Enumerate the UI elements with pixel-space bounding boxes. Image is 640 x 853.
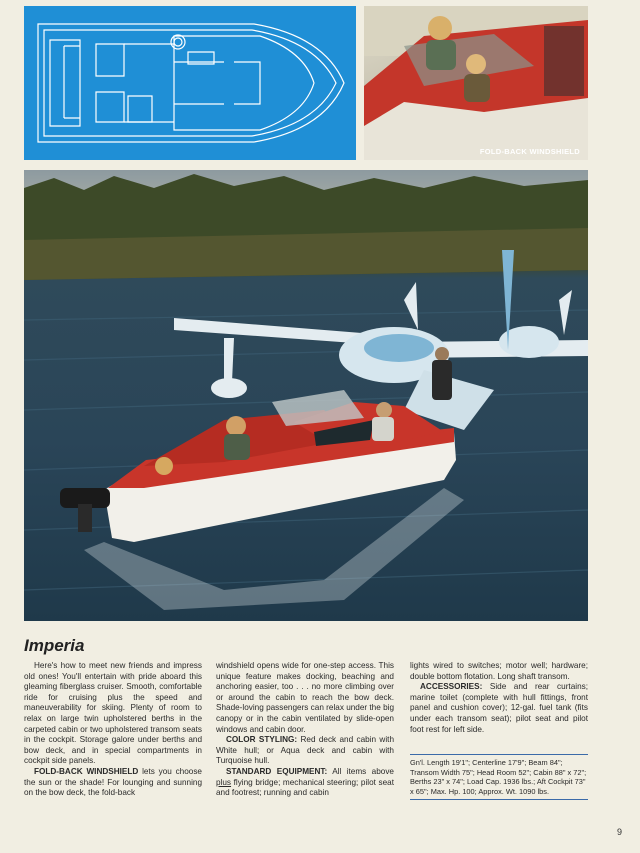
fold-back-paragraph xyxy=(24,767,202,799)
main-boat-photo xyxy=(24,170,588,621)
inset-photo-scene xyxy=(364,6,588,160)
color-styling-paragraph xyxy=(216,735,394,767)
standard-equipment-paragraph xyxy=(216,767,394,799)
fold-back-text: lets you choose the sun or the shade! For lounging and sunning on the bow deck, the fold-back xyxy=(24,766,202,798)
intro-paragraph: Here's how to meet new friends and impress old ones! You'll entertain with pride aboard this gleaming fiberglass cruiser. Smooth, comfortable ride for cruising plus the speed and maneuverability for skiing. Plenty of room to relax on large twin upholstered berths in the carpeted cabin or two upholstered transom seats in the cockpit. Storage galore under berths and bow deck, and in special compartments in cockpit side panels. xyxy=(24,661,202,766)
fold-back-heading: FOLD-BACK WINDSHIELD xyxy=(34,766,139,776)
accessories-heading: ACCESSORIES: xyxy=(420,682,483,692)
inset-caption: FOLD-BACK WINDSHIELD xyxy=(479,147,580,156)
color-styling-heading: COLOR STYLING: xyxy=(226,735,298,745)
windshield-continued-paragraph: windshield opens wide for one-step access. This unique feature makes docking, beaching and anchoring easier, too . . . no more climbing over or around the cabin to reach the bow deck. Shade-loving passengers can relax under the big canopy or in the cabin ventilated by slide-open windows and cabin door. xyxy=(216,661,394,734)
page-title: Imperia xyxy=(24,636,85,655)
page-number: 9 xyxy=(617,827,623,837)
standard-equipment-text-1: All items above xyxy=(327,766,394,776)
accessories-text: Side and rear curtains; marine toilet (complete with hull fittings, front panel and cushion cover); 12-gal. fuel tank (fits under each transom seat); pilot seat and pilot foot rest for left side. xyxy=(410,682,588,734)
equipment-continued-paragraph: lights wired to switches; motor well; hardware; double bottom flotation. Long shaft transom. xyxy=(410,661,588,681)
standard-equipment-plus: plus xyxy=(216,777,232,787)
body-column-3 xyxy=(410,661,588,735)
standard-equipment-heading: STANDARD EQUIPMENT: xyxy=(226,766,328,776)
color-styling-text: Red deck and cabin with White hull; or Aqua deck and cabin with Turquoise hull. xyxy=(216,735,394,766)
deck-plan-blueprint xyxy=(24,6,356,160)
fold-back-windshield-photo xyxy=(364,6,588,160)
boat-top-view-drawing xyxy=(24,6,356,160)
body-column-2 xyxy=(216,661,394,799)
body-column-1 xyxy=(24,661,202,799)
boat-and-seaplane-scene xyxy=(24,170,588,621)
accessories-paragraph xyxy=(410,682,588,735)
standard-equipment-text-2: flying bridge; mechanical steering; pilot seat and footrest; running and cabin xyxy=(216,777,394,798)
specifications-box: Gn'l. Length 19'1"; Centerline 17'9"; Beam 84"; Transom Width 75"; Head Room 52"; Cabin 88" x 72"; Berths 23" x 74"; Load Cap. 1936 lbs.; Aft Cockpit 73" x 65"; Max. Hp. 100; Approx. Wt. 1090 lbs. xyxy=(410,754,588,800)
